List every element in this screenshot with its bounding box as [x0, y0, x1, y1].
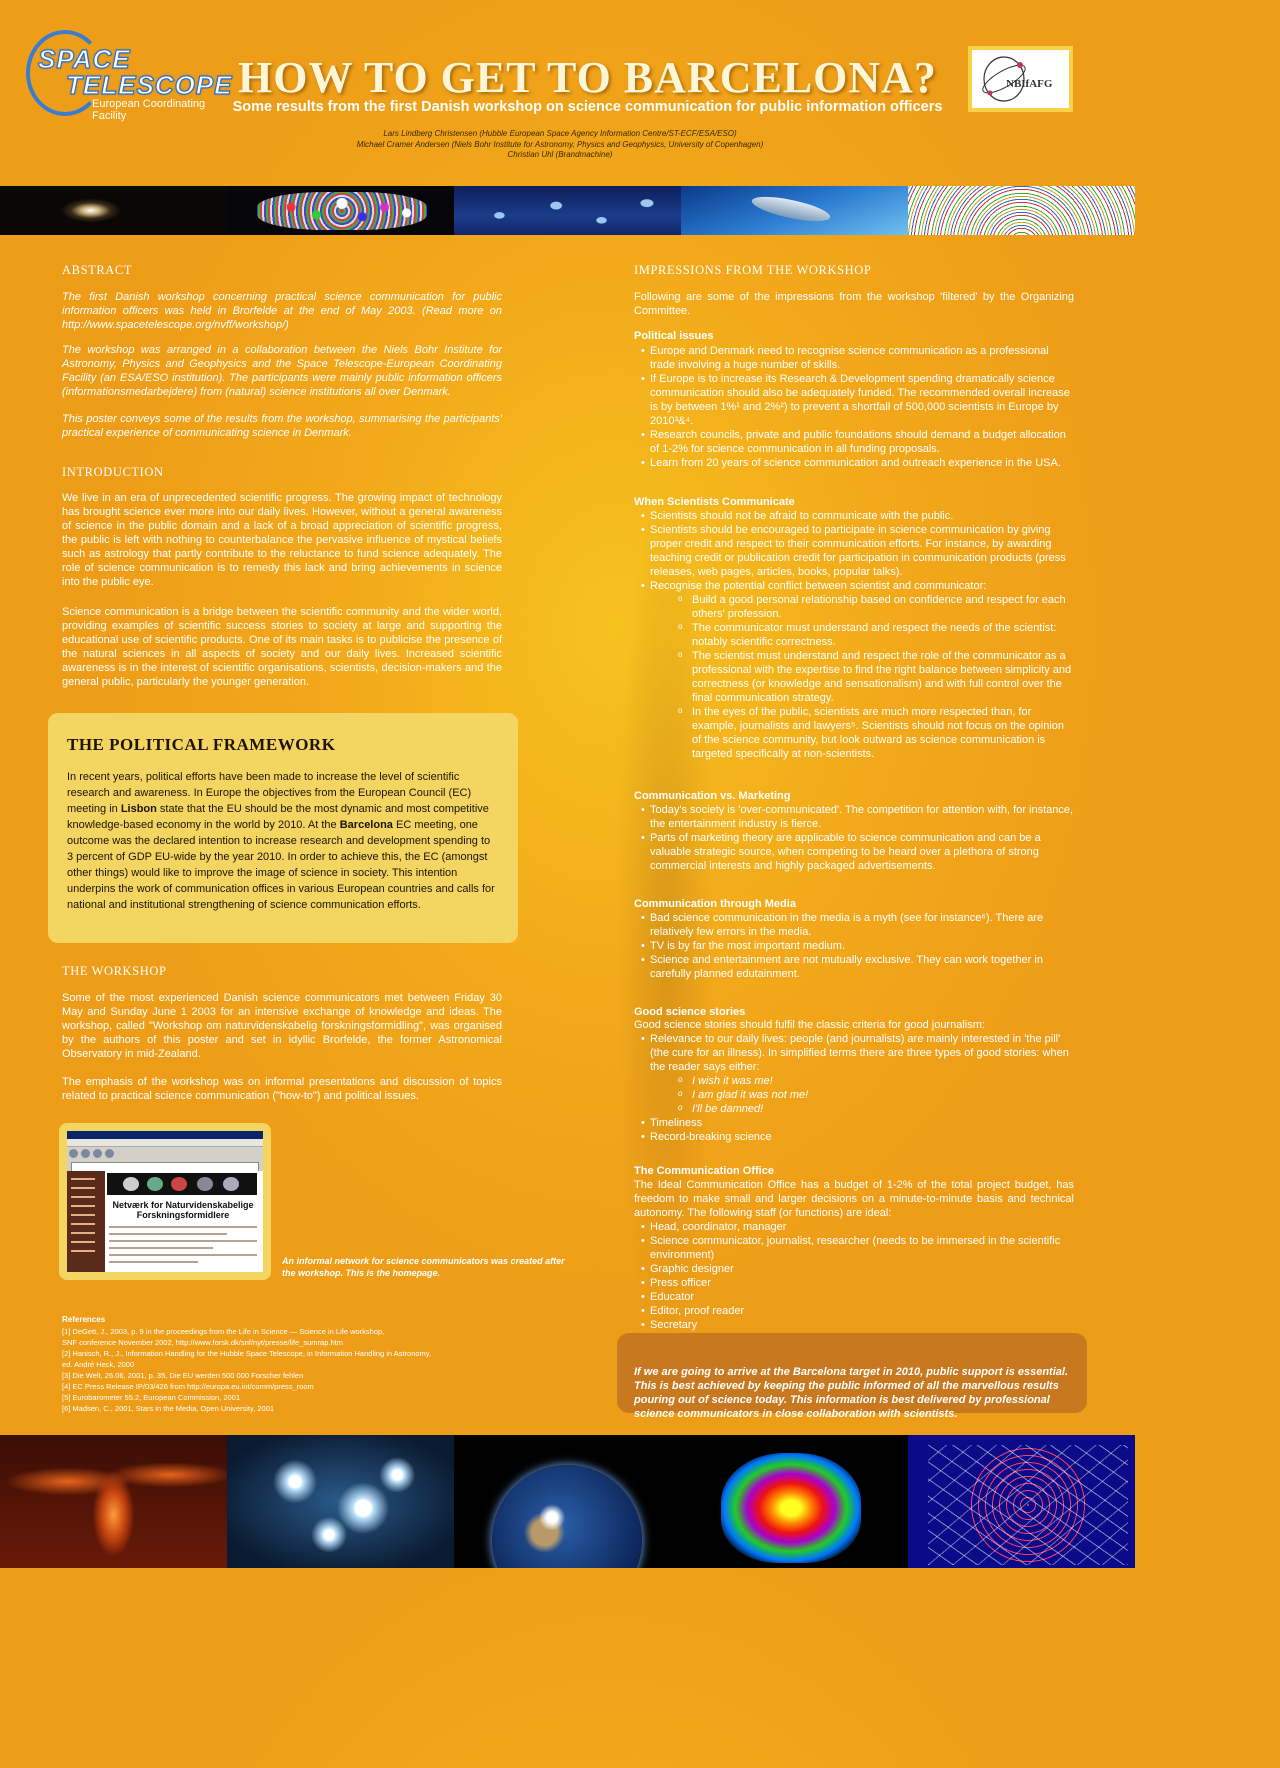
page-subtitle: Some results from the first Danish workshop on science communication for public information officers [232, 99, 943, 115]
office-intro: The Ideal Communication Office has a budget of 1-2% of the total project budget, has freedom to make small and larger decisions on a minute-to-minute basis and technical autonomy. The following staff (or functions) are ideal: [634, 1179, 1074, 1219]
list-item: • If Europe is to increase its Research & Development spending dramatically science communication should also be adequately funded. The recommended overall increase is by between 1%¹ and 2%²) to prevent a shortfall of 500,000 scientists in Europe by 2010³&⁴. [634, 372, 1074, 428]
browser-page [67, 1171, 263, 1272]
logo-word-telescope: TELESCOPE [66, 70, 233, 100]
conclusion-text: If we are going to arrive at the Barcelona target in 2010, public support is essential. This is best achieved by keeping the public informed of all the marvellous results pouring out of science today. This information is best delivered by professional science communicators in close collaboration with scientists. [634, 1366, 1069, 1420]
abstract-heading: ABSTRACT [62, 263, 133, 277]
political-framework-text [67, 769, 499, 913]
reference-item: [6] Madsen, C., 2001, Stars in the Media, Open University, 2001 [62, 1404, 275, 1413]
list-item: • Today's society is 'over-communicated'. The competition for attention with, for instance, the entertainment industry is fierce. [634, 803, 1074, 831]
office-staff-list [634, 1220, 1074, 1332]
list-item: • Relevance to our daily lives: people (and journalists) are mainly interested in 'the pill' (the cure for an illness). In simplified terms there are three types of good stories: when the reader says either: [634, 1032, 1074, 1074]
media-heading: Communication through Media [634, 898, 796, 910]
scientists-list [634, 509, 1074, 761]
workshop-paragraph: Some of the most experienced Danish science communicators met between Friday 30 May and Sunday June 1 2003 for an intensive exchange of knowledge and ideas. The workshop, called "Workshop om naturvidenskabelig forskningsformidling", was organised by the authors of this poster and set in idyllic Brorfelde, the former Astronomical Observatory in mid-Zealand. [62, 992, 502, 1060]
marketing-heading: Communication vs. Marketing [634, 790, 791, 802]
political-issues-heading: Political issues [634, 330, 714, 342]
list-item: • Record-breaking science [634, 1130, 1074, 1144]
logo-tagline: European Coordinating Facility [92, 98, 206, 122]
list-item: • Scientists should be encouraged to participate in science communication by giving proper credit and respect to their communication efforts. For instance, by awarding teaching credit or publication credit for participation in communication products (press releases, web pages, articles, books, popular talks). [634, 523, 1074, 579]
introduction-paragraph: We live in an era of unprecedented scientific progress. The growing impact of technology has brought science ever more into our daily lives. However, without a general awareness of science in the public domain and a lack of a broad appreciation of scientific progress, the public is left with nothing to counterbalance the pervasive influence of mystical beliefs such as astrology that partly contribute to the reluctance to fund science adequately. The role of science communication is to remedy this lack and bring achievements in science into the public eye. [62, 492, 502, 588]
lava-image [0, 1435, 227, 1568]
space-telescope-logo [26, 30, 233, 122]
list-item: • Press officer [634, 1276, 1074, 1290]
top-image-strip [0, 186, 1135, 235]
list-subitem: o I am glad it was not me! [634, 1088, 1074, 1102]
scientists-heading: When Scientists Communicate [634, 496, 795, 508]
author-line: Michael Cramer Andersen (Niels Bohr Institute for Astronomy, Physics and Geophysics, University of Copenhagen) [356, 139, 764, 149]
list-item: • Secretary [634, 1318, 1074, 1332]
molecules-image [227, 186, 454, 235]
author-line: Christian Uhl (Brandmachine) [507, 150, 613, 159]
conclusion-box [617, 1333, 1087, 1420]
reference-item: [4] EC Press Release IP/03/426 from http://europa.eu.int/comm/press_room [62, 1382, 314, 1391]
page-title: HOW TO GET TO BARCELONA? [238, 53, 937, 102]
office-heading: The Communication Office [634, 1165, 774, 1177]
website-screenshot-frame [59, 1123, 271, 1280]
reference-item: [2] Hanisch, R., J., Information Handling for the Hubble Space Telescope, in Information Handling in Astronomy, [62, 1349, 432, 1358]
earth-image [454, 1435, 681, 1568]
abstract-paragraph: The workshop was arranged in a collaboration between the Niels Bohr Institute for Astronomy, Physics and Geophysics and the Space Telescope-European Coordinating Facility (an ESA/ESO institution). The participants were mainly public information officers (informationsmedarbejdere) from (natural) science institutions all over Denmark. [62, 344, 502, 398]
browser-titlebar [67, 1131, 263, 1139]
reference-item: ed. André Heck, 2000 [62, 1360, 135, 1369]
list-item: • Parts of marketing theory are applicable to science communication and can be a valuable strategic source, when competing to be heard over a plethora of strong commercial interests and highly packaged advertisements. [634, 831, 1074, 873]
list-item: • Editor, proof reader [634, 1304, 1074, 1318]
political-text-bold: Lisbon [120, 803, 157, 815]
dolphin-image [681, 186, 908, 235]
list-item: • Timeliness [634, 1116, 1074, 1130]
logo-text: NBIfAFG [1006, 78, 1053, 90]
site-banner [107, 1173, 257, 1195]
particle-tracks-image [908, 186, 1135, 235]
political-text-part: EC meeting, one outcome was the declared intention to increase research and development spending to 3 percent of GDP EU-wide by the year 2010. In order to achieve this, the EC (amongst other things) would like to improve the image of science in society. This intention underpins the work of communication offices in various European countries and calls for national and institutional strengthening of science communication efforts. [67, 819, 495, 911]
marketing-list [634, 803, 1074, 873]
political-text-bold: Barcelona [339, 819, 393, 831]
list-subitem: o The communicator must understand and respect the needs of the scientist: notably scientific correctness. [634, 621, 1074, 649]
workshop-heading: THE WORKSHOP [62, 964, 167, 978]
bottom-image-strip [0, 1435, 1135, 1568]
stories-intro: Good science stories should fulfil the classic criteria for good journalism: [634, 1019, 985, 1031]
list-item: • Scientists should not be afraid to communicate with the public. [634, 509, 1074, 523]
reference-item: [3] Die Welt, 26.06, 2001, p. 35, Die EU werden 500 000 Forscher fehlen [62, 1371, 304, 1380]
list-item: • Research councils, private and public foundations should demand a budget allocation of 1-2% for science communication in all funding proposals. [634, 428, 1074, 456]
political-framework-box [48, 713, 518, 943]
references-heading: References [62, 1315, 106, 1324]
list-item: • Bad science communication in the media is a myth (see for instance⁶). There are relatively few errors in the media. [634, 911, 1074, 939]
screenshot-caption: An informal network for science communicators was created after the workshop. This is the homepage. [282, 1256, 565, 1278]
political-text-part: state that the EU should be the most dynamic and most competitive knowledge-based economy in the world by 2010. At the [67, 803, 489, 831]
site-sidebar [67, 1171, 105, 1272]
abstract-paragraph: This poster conveys some of the results from the workshop, summarising the participants' practical experience of communicating science in Denmark. [62, 413, 502, 439]
list-subitem: o The scientist must understand and respect the role of the communicator as a professional with the expertise to find the right balance between simplicity and correctness (or knowledge and sensationalism) and with full control over the final communication strategy. [634, 649, 1074, 705]
impressions-heading: IMPRESSIONS FROM THE WORKSHOP [634, 263, 872, 277]
workshop-paragraph: The emphasis of the workshop was on informal presentations and discussion of topics related to practical science communication ("how-to") and political issues. [62, 1076, 502, 1102]
list-item: • Recognise the potential conflict between scientist and communicator: [634, 579, 1074, 593]
browser-toolbar [67, 1147, 263, 1161]
list-item: • Science and entertainment are not mutually exclusive. They can work together in carefully planned edutainment. [634, 953, 1074, 981]
nbifafg-logo [968, 46, 1073, 112]
political-framework-heading: THE POLITICAL FRAMEWORK [67, 735, 336, 754]
site-title: Netværk for Naturvidenskabelige Forskningsformidlere [112, 1200, 254, 1220]
particle-collision-image [908, 1435, 1135, 1568]
website-screenshot [67, 1131, 263, 1272]
introduction-heading: INTRODUCTION [62, 465, 164, 479]
impressions-intro: Following are some of the impressions from the workshop 'filtered' by the Organizing Committee. [634, 291, 1074, 317]
media-list [634, 911, 1074, 981]
star-cluster-image [227, 1435, 454, 1568]
thermal-scan-image [681, 1435, 908, 1568]
author-list [300, 129, 820, 161]
list-item: • Science communicator, journalist, researcher (needs to be immersed in the scientific environment) [634, 1234, 1074, 1262]
list-item: • Learn from 20 years of science communication and outreach experience in the USA. [634, 456, 1074, 470]
logo-word-space: SPACE [38, 44, 131, 74]
political-issues-list [634, 344, 1074, 470]
abstract-paragraph: The first Danish workshop concerning practical science communication for public information officers was held in Brorfelde at the end of May 2003. (Read more on http://www.spacetelescope.org/nvff/workshop/) [62, 291, 502, 331]
list-item: • TV is by far the most important medium. [634, 939, 1074, 953]
list-subitem: o I'll be damned! [634, 1102, 1074, 1116]
stories-heading: Good science stories [634, 1006, 746, 1018]
browser-menubar [67, 1139, 263, 1147]
site-text-lines [109, 1226, 257, 1268]
political-text-part: In recent years, political efforts have been made to increase the level of scientific research and awareness. In Europe the objectives from the European Council (EC) meeting in [67, 771, 472, 815]
references [62, 1314, 502, 1414]
cells-image [454, 186, 681, 235]
list-item: • Europe and Denmark need to recognise science communication as a professional trade involving a huge number of skills. [634, 344, 1074, 372]
list-subitem: o Build a good personal relationship based on confidence and respect for each others' profession. [634, 593, 1074, 621]
list-subitem: o In the eyes of the public, scientists are much more respected than, for example, journalists and lawyers⁵. Scientists should not focus on the opinion of the science community, but look outward as science communication is targeted specifically at non-scientists. [634, 705, 1074, 761]
list-item: • Educator [634, 1290, 1074, 1304]
reference-item: [1] DeGett, J., 2003, p. 9 in the proceedings from the Life in Science — Science in Life workshop, [62, 1327, 385, 1336]
reference-item: SNF conference November 2002, http://www.forsk.dk/snf/nyt/presse/life_sumrap.htm [62, 1338, 343, 1347]
introduction-paragraph: Science communication is a bridge between the scientific community and the wider world, providing examples of scientific success stories to society at large and supporting the educational use of scientific products. One of its main tasks is to publicise the presence of the natural sciences in all aspects of society and our daily lives. Increased scientific awareness is in the interest of scientific organisations, scientists, decision-makers and the general public, particularly the younger generation. [62, 606, 502, 688]
galaxy-image [0, 186, 227, 235]
stories-list [634, 1032, 1074, 1144]
list-item: • Graphic designer [634, 1262, 1074, 1276]
author-line: Lars Lindberg Christensen (Hubble European Space Agency Information Centre/ST-ECF/ESA/ESO) [383, 129, 737, 138]
list-item: • Head, coordinator, manager [634, 1220, 1074, 1234]
list-subitem: o I wish it was me! [634, 1074, 1074, 1088]
reference-item: [5] Eurobarometer 55.2, European Commission, 2001 [62, 1393, 241, 1402]
